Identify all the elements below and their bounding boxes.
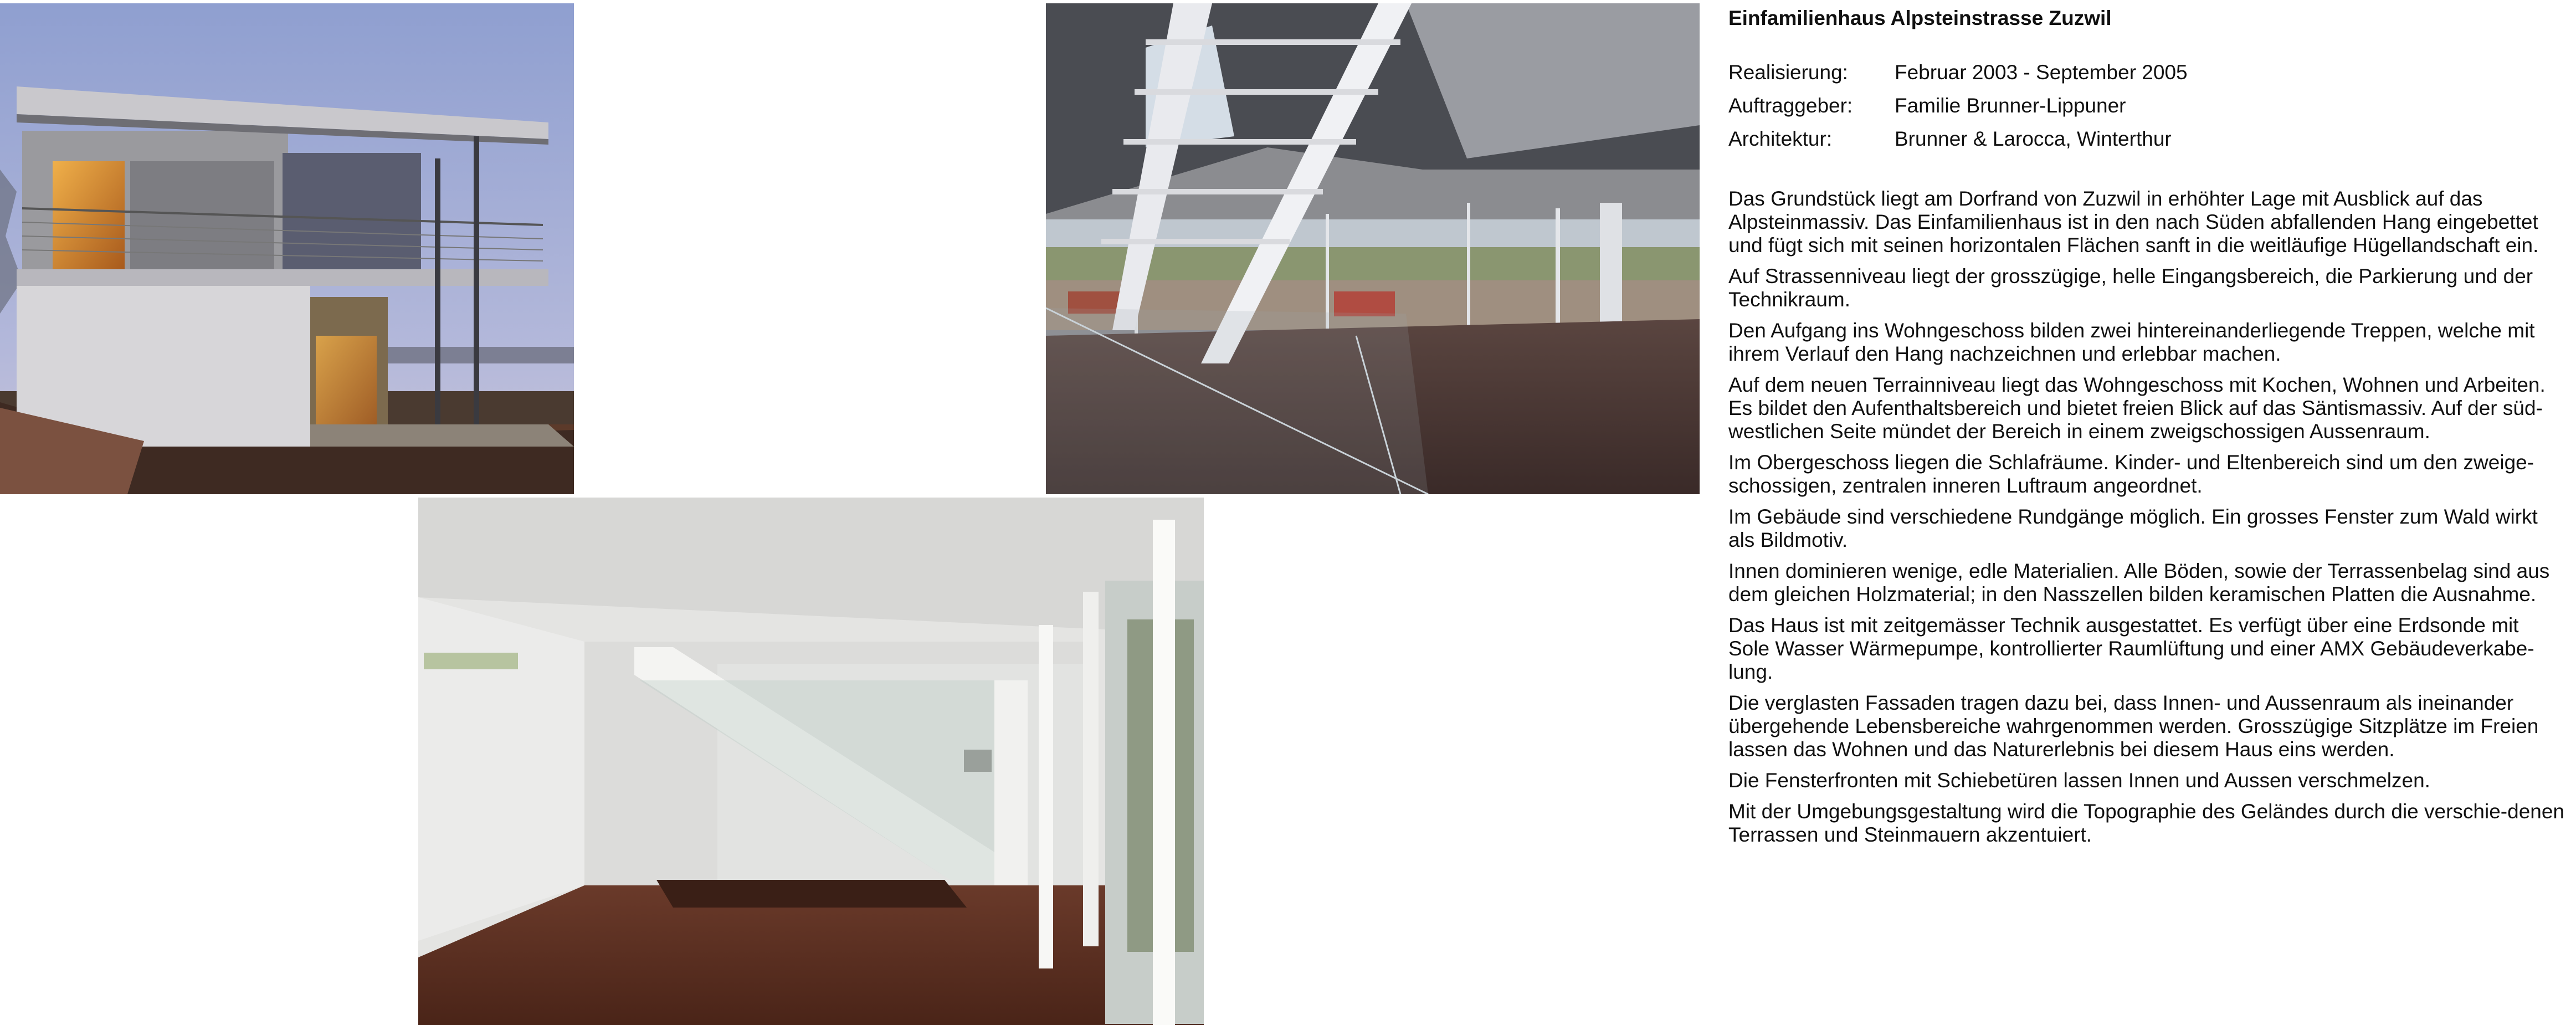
exterior-photo (0, 3, 574, 494)
paragraph-landscaping: Mit der Umgebungsgestaltung wird die Topographie des Geländes durch die verschie-denen Terrassen und Steinmauern akzentuiert. (1728, 800, 2565, 846)
paragraph-living-floor: Auf dem neuen Terrainniveau liegt das Wohngeschoss mit Kochen, Wohnen und Arbeiten. Es bildet den Aufenthaltsbereich und bietet freien Blick auf das Säntismassiv. Auf der süd-westlichen Seite mündet der Bereich in einem zweigschossigen Aussenraum. (1728, 373, 2546, 443)
paragraph-upper-floor: Im Obergeschoss liegen die Schlafräume. Kinder- und Eltenbereich sind um den zweige-schossigen, zentralen inneren Luftraum angeordnet. (1728, 451, 2534, 497)
paragraph-site: Das Grundstück liegt am Dorfrand von Zuzwil in erhöhter Lage mit Ausblick auf das Alpsteinmassiv. Das Einfamilienhaus ist in den nach Süden abfallenden Hang eingebettet und fügt sich mit seinen horizontalen Flächen sanft in die weitläufige Hügellandschaft ein. (1728, 187, 2539, 257)
project-facts (1728, 61, 2565, 151)
paragraph-windows: Die Fensterfronten mit Schiebetüren lassen Innen und Aussen verschmelzen. (1728, 769, 2430, 792)
living-room-photo (418, 498, 1204, 1025)
fact-value: Brunner & Larocca, Winterthur (1895, 127, 2172, 150)
page-title: Einfamilienhaus Alpsteinstrasse Zuzwil (1728, 7, 2112, 29)
paragraph-stairs: Den Aufgang ins Wohngeschoss bilden zwei hintereinanderliegende Treppen, welche mit ihrem Verlauf den Hang nachzeichnen und erlebbar machen. (1728, 319, 2535, 365)
fact-realisierung (1728, 61, 2565, 84)
fact-label: Realisierung: (1728, 61, 1848, 84)
paragraph-street-level: Auf Strassenniveau liegt der grosszügige, helle Eingangsbereich, die Parkierung und der Technikraum. (1728, 265, 2533, 311)
fact-value: Familie Brunner-Lippuner (1895, 94, 2126, 117)
project-description (1728, 6, 2565, 854)
fact-auftraggeber (1728, 94, 2565, 117)
fact-architektur (1728, 127, 2565, 151)
fact-value: Februar 2003 - September 2005 (1895, 61, 2188, 84)
staircase-photo (1046, 3, 1700, 494)
paragraph-materials: Innen dominieren wenige, edle Materialien. Alle Böden, sowie der Terrassenbelag sind aus dem gleichen Holzmaterial; in den Nasszellen bilden keramischen Platten die Ausnahme. (1728, 560, 2550, 606)
paragraph-technology: Das Haus ist mit zeitgemässer Technik ausgestattet. Es verfügt über eine Erdsonde mit Sole Wasser Wärmepumpe, kontrollierter Raumlüftung und einer AMX Gebäudeverkabe-lung. (1728, 614, 2534, 683)
paragraph-facades: Die verglasten Fassaden tragen dazu bei, dass Innen- und Aussenraum als ineinander übergehende Lebensbereiche wahrgenommen werden. Grosszügige Sitzplätze im Freien lassen das Wohnen und das Naturerlebnis bei diesem Haus eins werden. (1728, 691, 2539, 761)
paragraph-circulation: Im Gebäude sind verschiedene Rundgänge möglich. Ein grosses Fenster zum Wald wirkt als Bildmotiv. (1728, 505, 2538, 551)
fact-label: Auftraggeber: (1728, 94, 1853, 117)
fact-label: Architektur: (1728, 127, 1833, 150)
